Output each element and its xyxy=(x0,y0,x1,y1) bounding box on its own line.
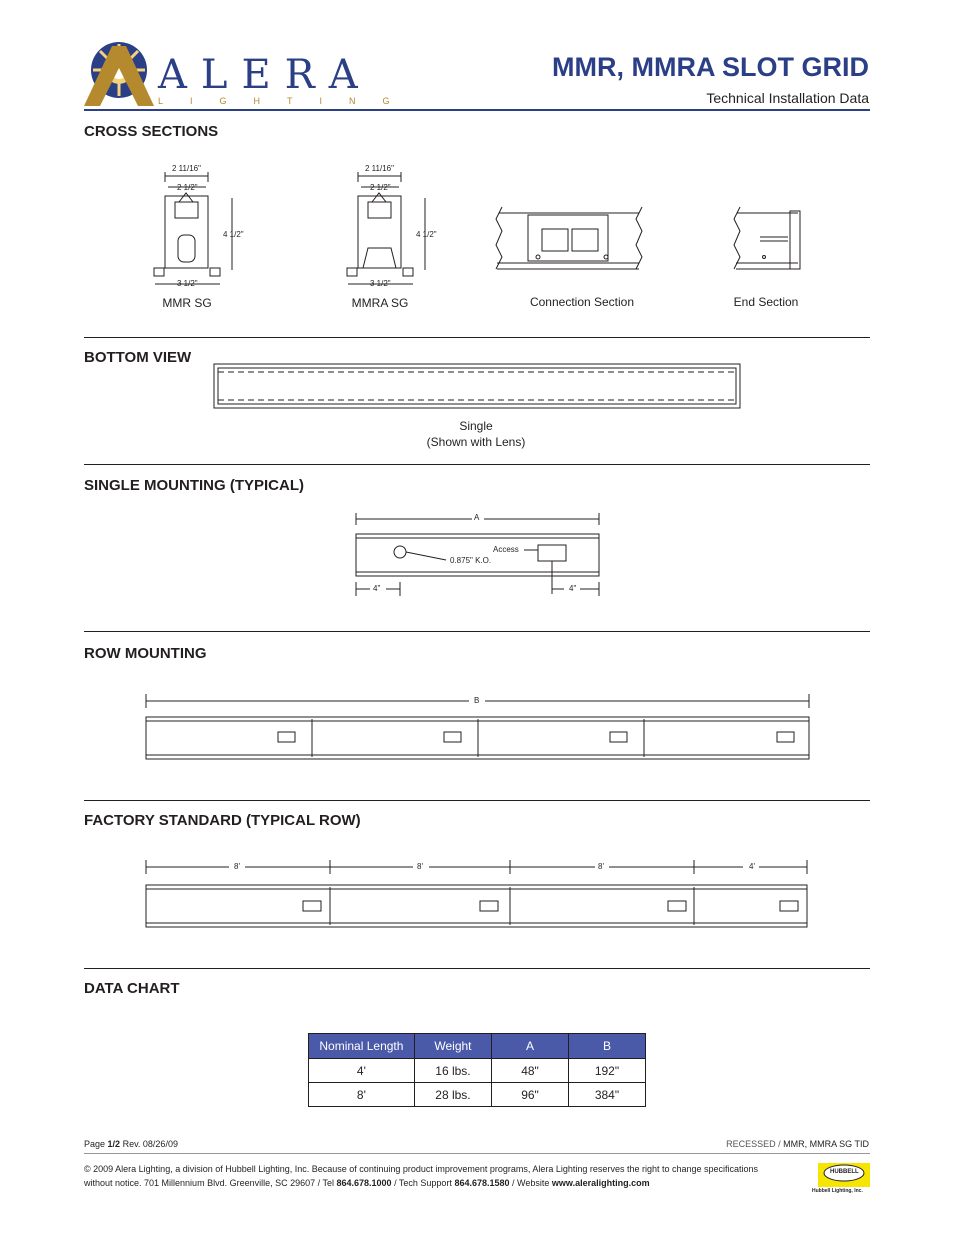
access-label: Access xyxy=(493,545,519,554)
mmra-cross-section-diagram xyxy=(343,160,443,290)
page-label: Page xyxy=(84,1139,106,1149)
mmr-bottom-width-dim: 3 1/2" xyxy=(177,279,198,288)
section-divider xyxy=(84,800,870,801)
single-mounting-left-dim: 4" xyxy=(373,584,381,593)
table-header-cell: Nominal Length xyxy=(309,1034,415,1059)
section-divider xyxy=(84,968,870,969)
table-header-cell: A xyxy=(492,1034,569,1059)
bottom-view-caption-line2: (Shown with Lens) xyxy=(426,435,526,449)
footer-doc-ref xyxy=(726,1139,869,1149)
mmra-top-width-dim: 2 11/16" xyxy=(365,164,394,173)
bottom-view-heading: BOTTOM VIEW xyxy=(84,349,192,366)
mmra-bottom-width-dim: 3 1/2" xyxy=(370,279,391,288)
alera-logo-icon xyxy=(84,40,154,106)
page-number: 1/2 xyxy=(107,1139,121,1149)
hubbell-logo-icon xyxy=(818,1163,870,1187)
doc-reference: MMR, MMRA SG TID xyxy=(783,1139,869,1149)
cross-sections-heading: CROSS SECTIONS xyxy=(84,123,219,140)
section-divider xyxy=(84,464,870,465)
factory-standard-diagram xyxy=(143,858,813,928)
bottom-view-caption-line1: Single xyxy=(459,419,493,433)
mmra-height-dim: 4 1/2" xyxy=(416,230,437,239)
document-title: MMR, MMRA SLOT GRID xyxy=(552,52,869,82)
table-cell: 192" xyxy=(568,1059,645,1083)
mmra-caption: MMRA SG xyxy=(351,296,409,310)
header-rule xyxy=(84,109,870,111)
row-mounting-dim-b: B xyxy=(474,696,480,705)
tech-support-number: 864.678.1580 xyxy=(454,1178,510,1188)
mmr-caption: MMR SG xyxy=(162,296,212,310)
copyright-line: © 2009 Alera Lighting, a division of Hubbell Lighting, Inc. Because of continuing product improvement programs, Alera Lighting reserves the right to change specifications xyxy=(84,1164,759,1174)
factory-segment-1-dim: 8' xyxy=(234,862,240,871)
factory-standard-heading: FACTORY STANDARD (TYPICAL ROW) xyxy=(84,812,361,829)
data-chart-table xyxy=(308,1033,646,1107)
row-mounting-heading: ROW MOUNTING xyxy=(84,645,207,662)
tech-support-label: / Tech Support xyxy=(394,1178,452,1188)
end-section-diagram xyxy=(730,205,810,275)
knockout-label: 0.875" K.O. xyxy=(450,556,492,565)
mmr-top-width-dim: 2 11/16" xyxy=(172,164,201,173)
table-cell: 4' xyxy=(309,1059,415,1083)
connection-section-caption: Connection Section xyxy=(529,295,635,309)
single-mounting-heading: SINGLE MOUNTING (TYPICAL) xyxy=(84,477,304,494)
table-row xyxy=(309,1059,646,1083)
mmr-height-dim: 4 1/2" xyxy=(223,230,244,239)
contact-line xyxy=(84,1178,650,1188)
single-mounting-diagram xyxy=(354,510,604,600)
website-link[interactable]: www.aleralighting.com xyxy=(551,1178,650,1188)
table-cell: 48" xyxy=(492,1059,569,1083)
hubbell-company-name: Hubbell Lighting, Inc. xyxy=(812,1188,863,1194)
mmr-inner-width-dim: 2 1/2" xyxy=(177,183,198,192)
factory-segment-3-dim: 8' xyxy=(598,862,604,871)
single-mounting-right-dim: 4" xyxy=(569,584,577,593)
footer-rule xyxy=(84,1153,870,1154)
mmr-cross-section-diagram xyxy=(150,160,250,290)
table-header-cell: Weight xyxy=(414,1034,491,1059)
website-label: / Website xyxy=(512,1178,550,1188)
revision-date: Rev. 08/26/09 xyxy=(122,1139,178,1149)
footer-page-info xyxy=(84,1139,178,1149)
section-divider xyxy=(84,337,870,338)
phone-number: 864.678.1000 xyxy=(336,1178,392,1188)
table-cell: 96" xyxy=(492,1083,569,1107)
connection-section-diagram xyxy=(494,205,654,275)
end-section-caption: End Section xyxy=(733,295,799,309)
table-header-row xyxy=(309,1034,646,1059)
table-header-cell: B xyxy=(568,1034,645,1059)
table-cell: 8' xyxy=(309,1083,415,1107)
factory-segment-4-dim: 4' xyxy=(749,862,755,871)
logo-wordmark: ALERA xyxy=(158,52,372,98)
table-cell: 16 lbs. xyxy=(414,1059,491,1083)
table-cell: 384" xyxy=(568,1083,645,1107)
data-chart-heading: DATA CHART xyxy=(84,980,180,997)
hubbell-badge-text: HUBBELL xyxy=(830,1169,859,1175)
mmra-inner-width-dim: 2 1/2" xyxy=(370,183,391,192)
logo-subtitle: LIGHTING xyxy=(158,96,417,106)
document-subtitle: Technical Installation Data xyxy=(706,90,869,106)
section-divider xyxy=(84,631,870,632)
bottom-view-diagram xyxy=(212,362,742,410)
table-row xyxy=(309,1083,646,1107)
factory-segment-2-dim: 8' xyxy=(417,862,423,871)
single-mounting-dim-a: A xyxy=(474,513,480,522)
address-text: without notice. 701 Millennium Blvd. Greenville, SC 29607 / Tel xyxy=(84,1178,334,1188)
category-label: RECESSED / xyxy=(726,1139,781,1149)
table-cell: 28 lbs. xyxy=(414,1083,491,1107)
